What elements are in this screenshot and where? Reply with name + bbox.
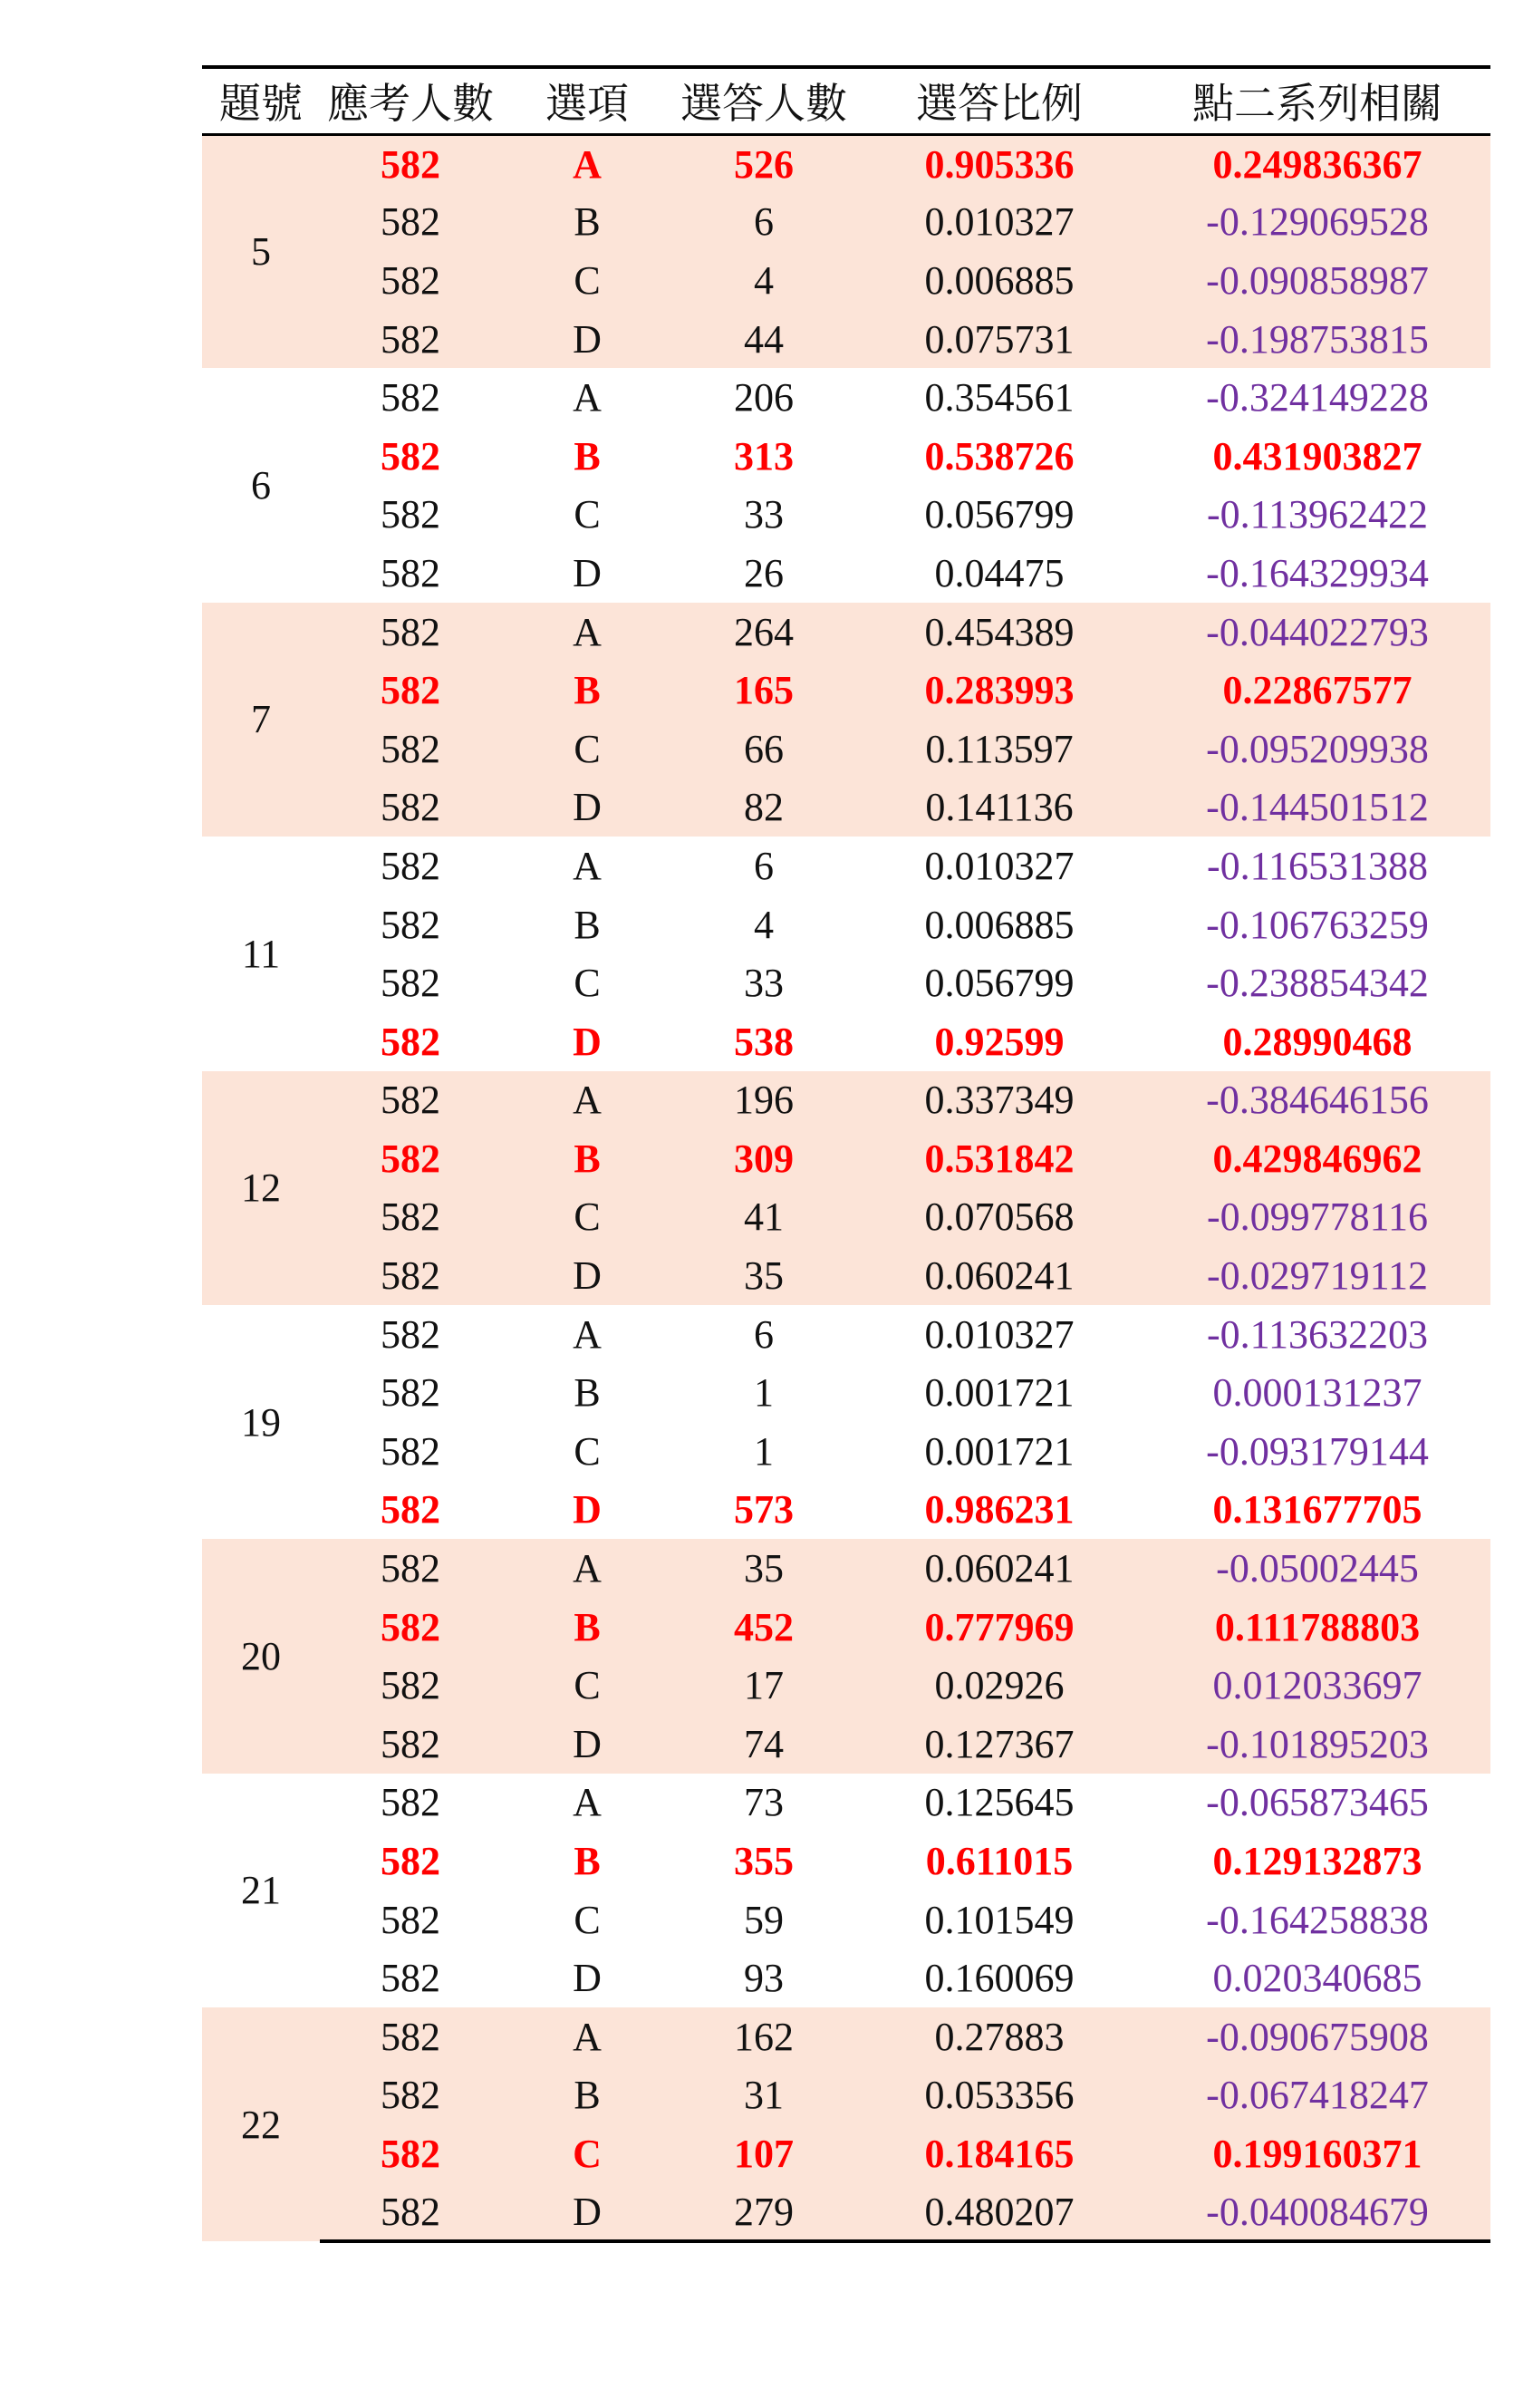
table-row: [202, 895, 1490, 954]
item-analysis-sheet: [202, 65, 1490, 2243]
ratio-cell: 0.02926: [854, 1656, 1144, 1715]
count-cell: 41: [673, 1188, 854, 1247]
option-cell: A: [501, 134, 673, 193]
examinees-cell: 582: [320, 1422, 501, 1481]
count-cell: 313: [673, 427, 854, 486]
question-number: 5: [202, 134, 320, 368]
count-cell: 355: [673, 1832, 854, 1891]
ratio-cell: 0.101549: [854, 1891, 1144, 1949]
point-biserial-cell: 0.431903827: [1144, 427, 1490, 486]
option-cell: D: [501, 1012, 673, 1071]
ratio-cell: 0.160069: [854, 1949, 1144, 2007]
option-cell: A: [501, 1774, 673, 1833]
point-biserial-cell: -0.238854342: [1144, 953, 1490, 1012]
table-row: [202, 1246, 1490, 1305]
point-biserial-cell: -0.198753815: [1144, 310, 1490, 369]
point-biserial-cell: -0.093179144: [1144, 1422, 1490, 1481]
ratio-cell: 0.053356: [854, 2066, 1144, 2125]
count-cell: 73: [673, 1774, 854, 1833]
ratio-cell: 0.337349: [854, 1071, 1144, 1130]
table-row: [202, 1774, 1490, 1833]
question-number: 20: [202, 1539, 320, 1773]
ratio-cell: 0.184165: [854, 2124, 1144, 2183]
table-row: [202, 1481, 1490, 1540]
option-cell: B: [501, 1832, 673, 1891]
examinees-cell: 582: [320, 310, 501, 369]
table-row: [202, 1188, 1490, 1247]
examinees-cell: 582: [320, 1715, 501, 1774]
count-cell: 309: [673, 1129, 854, 1188]
ratio-cell: 0.127367: [854, 1715, 1144, 1774]
count-cell: 526: [673, 134, 854, 193]
option-cell: B: [501, 895, 673, 954]
point-biserial-cell: 0.020340685: [1144, 1949, 1490, 2007]
option-cell: C: [501, 1891, 673, 1949]
point-biserial-cell: 0.28990468: [1144, 1012, 1490, 1071]
header-row: [202, 67, 1490, 134]
question-group: [202, 134, 1490, 368]
question-group: [202, 1774, 1490, 2007]
count-cell: 264: [673, 603, 854, 662]
question-number: 19: [202, 1305, 320, 1539]
examinees-cell: 582: [320, 1246, 501, 1305]
question-number: 12: [202, 1071, 320, 1305]
option-cell: B: [501, 193, 673, 252]
option-cell: C: [501, 2124, 673, 2183]
option-cell: D: [501, 778, 673, 837]
header-count: 選答人數: [673, 67, 854, 134]
option-cell: C: [501, 1656, 673, 1715]
examinees-cell: 582: [320, 1071, 501, 1130]
item-analysis-table: [202, 65, 1490, 2243]
count-cell: 59: [673, 1891, 854, 1949]
ratio-cell: 0.001721: [854, 1363, 1144, 1422]
ratio-cell: 0.92599: [854, 1012, 1144, 1071]
option-cell: B: [501, 427, 673, 486]
table-row: [202, 837, 1490, 895]
table-row: [202, 427, 1490, 486]
table-row: [202, 1305, 1490, 1364]
point-biserial-cell: 0.000131237: [1144, 1363, 1490, 1422]
examinees-cell: 582: [320, 2066, 501, 2125]
examinees-cell: 582: [320, 2124, 501, 2183]
point-biserial-cell: -0.384646156: [1144, 1071, 1490, 1130]
count-cell: 1: [673, 1363, 854, 1422]
ratio-cell: 0.075731: [854, 310, 1144, 369]
ratio-cell: 0.060241: [854, 1539, 1144, 1598]
examinees-cell: 582: [320, 1656, 501, 1715]
point-biserial-cell: -0.164329934: [1144, 544, 1490, 603]
ratio-cell: 0.905336: [854, 134, 1144, 193]
examinees-cell: 582: [320, 1832, 501, 1891]
table-row: [202, 486, 1490, 545]
option-cell: D: [501, 2183, 673, 2242]
ratio-cell: 0.611015: [854, 1832, 1144, 1891]
option-cell: A: [501, 603, 673, 662]
table-row: [202, 778, 1490, 837]
point-biserial-cell: 0.22867577: [1144, 661, 1490, 720]
point-biserial-cell: -0.090675908: [1144, 2007, 1490, 2066]
table-row: [202, 368, 1490, 427]
examinees-cell: 582: [320, 895, 501, 954]
ratio-cell: 0.27883: [854, 2007, 1144, 2066]
table-header: [202, 67, 1490, 134]
point-biserial-cell: 0.129132873: [1144, 1832, 1490, 1891]
point-biserial-cell: -0.065873465: [1144, 1774, 1490, 1833]
table-row: [202, 661, 1490, 720]
point-biserial-cell: -0.106763259: [1144, 895, 1490, 954]
ratio-cell: 0.480207: [854, 2183, 1144, 2242]
option-cell: A: [501, 1539, 673, 1598]
option-cell: B: [501, 1129, 673, 1188]
examinees-cell: 582: [320, 778, 501, 837]
ratio-cell: 0.006885: [854, 895, 1144, 954]
table-row: [202, 1422, 1490, 1481]
examinees-cell: 582: [320, 1129, 501, 1188]
option-cell: A: [501, 368, 673, 427]
count-cell: 538: [673, 1012, 854, 1071]
point-biserial-cell: -0.029719112: [1144, 1246, 1490, 1305]
point-biserial-cell: 0.429846962: [1144, 1129, 1490, 1188]
count-cell: 6: [673, 837, 854, 895]
option-cell: D: [501, 1481, 673, 1540]
option-cell: B: [501, 661, 673, 720]
point-biserial-cell: 0.012033697: [1144, 1656, 1490, 1715]
table-row: [202, 134, 1490, 193]
header-examinees: 應考人數: [320, 67, 501, 134]
point-biserial-cell: 0.111788803: [1144, 1598, 1490, 1657]
count-cell: 35: [673, 1539, 854, 1598]
header-point-biserial: 點二系列相關: [1144, 67, 1490, 134]
question-group: [202, 1539, 1490, 1773]
option-cell: B: [501, 2066, 673, 2125]
table-row: [202, 2124, 1490, 2183]
table-row: [202, 251, 1490, 310]
option-cell: C: [501, 486, 673, 545]
examinees-cell: 582: [320, 1949, 501, 2007]
point-biserial-cell: -0.040084679: [1144, 2183, 1490, 2242]
count-cell: 452: [673, 1598, 854, 1657]
option-cell: B: [501, 1363, 673, 1422]
table-row: [202, 1949, 1490, 2007]
count-cell: 33: [673, 486, 854, 545]
ratio-cell: 0.010327: [854, 1305, 1144, 1364]
point-biserial-cell: -0.044022793: [1144, 603, 1490, 662]
ratio-cell: 0.454389: [854, 603, 1144, 662]
option-cell: D: [501, 310, 673, 369]
option-cell: C: [501, 1422, 673, 1481]
question-group: [202, 603, 1490, 837]
count-cell: 74: [673, 1715, 854, 1774]
count-cell: 1: [673, 1422, 854, 1481]
question-number: 22: [202, 2007, 320, 2241]
count-cell: 93: [673, 1949, 854, 2007]
ratio-cell: 0.010327: [854, 837, 1144, 895]
count-cell: 33: [673, 953, 854, 1012]
table-row: [202, 1012, 1490, 1071]
question-group: [202, 1071, 1490, 1305]
ratio-cell: 0.113597: [854, 720, 1144, 778]
question-group: [202, 2007, 1490, 2241]
table-row: [202, 1598, 1490, 1657]
count-cell: 206: [673, 368, 854, 427]
examinees-cell: 582: [320, 603, 501, 662]
count-cell: 31: [673, 2066, 854, 2125]
examinees-cell: 582: [320, 134, 501, 193]
examinees-cell: 582: [320, 720, 501, 778]
table-row: [202, 1129, 1490, 1188]
count-cell: 165: [673, 661, 854, 720]
point-biserial-cell: -0.129069528: [1144, 193, 1490, 252]
point-biserial-cell: 0.131677705: [1144, 1481, 1490, 1540]
examinees-cell: 582: [320, 486, 501, 545]
table-row: [202, 1715, 1490, 1774]
option-cell: C: [501, 720, 673, 778]
ratio-cell: 0.001721: [854, 1422, 1144, 1481]
point-biserial-cell: -0.144501512: [1144, 778, 1490, 837]
ratio-cell: 0.010327: [854, 193, 1144, 252]
examinees-cell: 582: [320, 1481, 501, 1540]
point-biserial-cell: -0.05002445: [1144, 1539, 1490, 1598]
point-biserial-cell: -0.113962422: [1144, 486, 1490, 545]
ratio-cell: 0.056799: [854, 486, 1144, 545]
question-group: [202, 368, 1490, 602]
option-cell: C: [501, 1188, 673, 1247]
point-biserial-cell: -0.116531388: [1144, 837, 1490, 895]
option-cell: D: [501, 544, 673, 603]
examinees-cell: 582: [320, 953, 501, 1012]
count-cell: 82: [673, 778, 854, 837]
point-biserial-cell: 0.199160371: [1144, 2124, 1490, 2183]
table-row: [202, 193, 1490, 252]
count-cell: 4: [673, 251, 854, 310]
point-biserial-cell: -0.099778116: [1144, 1188, 1490, 1247]
table-row: [202, 1071, 1490, 1130]
option-cell: D: [501, 1715, 673, 1774]
header-question: 題號: [202, 67, 320, 134]
examinees-cell: 582: [320, 368, 501, 427]
examinees-cell: 582: [320, 1891, 501, 1949]
header-option: 選項: [501, 67, 673, 134]
count-cell: 6: [673, 193, 854, 252]
ratio-cell: 0.538726: [854, 427, 1144, 486]
table-row: [202, 1539, 1490, 1598]
examinees-cell: 582: [320, 251, 501, 310]
option-cell: C: [501, 251, 673, 310]
ratio-cell: 0.125645: [854, 1774, 1144, 1833]
table-row: [202, 1832, 1490, 1891]
option-cell: A: [501, 837, 673, 895]
table-row: [202, 720, 1490, 778]
ratio-cell: 0.006885: [854, 251, 1144, 310]
question-number: 7: [202, 603, 320, 837]
examinees-cell: 582: [320, 2007, 501, 2066]
option-cell: C: [501, 953, 673, 1012]
ratio-cell: 0.056799: [854, 953, 1144, 1012]
ratio-cell: 0.531842: [854, 1129, 1144, 1188]
count-cell: 573: [673, 1481, 854, 1540]
option-cell: D: [501, 1246, 673, 1305]
table-row: [202, 544, 1490, 603]
examinees-cell: 582: [320, 2183, 501, 2242]
count-cell: 107: [673, 2124, 854, 2183]
examinees-cell: 582: [320, 1774, 501, 1833]
table-row: [202, 2183, 1490, 2242]
question-number: 11: [202, 837, 320, 1070]
examinees-cell: 582: [320, 661, 501, 720]
point-biserial-cell: -0.101895203: [1144, 1715, 1490, 1774]
option-cell: A: [501, 2007, 673, 2066]
point-biserial-cell: 0.249836367: [1144, 134, 1490, 193]
option-cell: D: [501, 1949, 673, 2007]
count-cell: 17: [673, 1656, 854, 1715]
point-biserial-cell: -0.090858987: [1144, 251, 1490, 310]
ratio-cell: 0.354561: [854, 368, 1144, 427]
ratio-cell: 0.04475: [854, 544, 1144, 603]
examinees-cell: 582: [320, 544, 501, 603]
examinees-cell: 582: [320, 193, 501, 252]
table-row: [202, 1363, 1490, 1422]
count-cell: 44: [673, 310, 854, 369]
count-cell: 162: [673, 2007, 854, 2066]
question-group: [202, 837, 1490, 1070]
option-cell: A: [501, 1071, 673, 1130]
count-cell: 26: [673, 544, 854, 603]
examinees-cell: 582: [320, 427, 501, 486]
question-group: [202, 1305, 1490, 1539]
examinees-cell: 582: [320, 837, 501, 895]
ratio-cell: 0.070568: [854, 1188, 1144, 1247]
table-row: [202, 1891, 1490, 1949]
count-cell: 66: [673, 720, 854, 778]
point-biserial-cell: -0.324149228: [1144, 368, 1490, 427]
examinees-cell: 582: [320, 1539, 501, 1598]
table-row: [202, 1656, 1490, 1715]
point-biserial-cell: -0.095209938: [1144, 720, 1490, 778]
examinees-cell: 582: [320, 1305, 501, 1364]
table-row: [202, 953, 1490, 1012]
ratio-cell: 0.060241: [854, 1246, 1144, 1305]
point-biserial-cell: -0.164258838: [1144, 1891, 1490, 1949]
table-row: [202, 2066, 1490, 2125]
ratio-cell: 0.283993: [854, 661, 1144, 720]
count-cell: 4: [673, 895, 854, 954]
count-cell: 279: [673, 2183, 854, 2242]
examinees-cell: 582: [320, 1012, 501, 1071]
ratio-cell: 0.141136: [854, 778, 1144, 837]
table-row: [202, 310, 1490, 369]
ratio-cell: 0.986231: [854, 1481, 1144, 1540]
question-number: 21: [202, 1774, 320, 2007]
header-ratio: 選答比例: [854, 67, 1144, 134]
examinees-cell: 582: [320, 1598, 501, 1657]
point-biserial-cell: -0.113632203: [1144, 1305, 1490, 1364]
count-cell: 6: [673, 1305, 854, 1364]
examinees-cell: 582: [320, 1363, 501, 1422]
point-biserial-cell: -0.067418247: [1144, 2066, 1490, 2125]
count-cell: 35: [673, 1246, 854, 1305]
examinees-cell: 582: [320, 1188, 501, 1247]
ratio-cell: 0.777969: [854, 1598, 1144, 1657]
table-row: [202, 603, 1490, 662]
option-cell: A: [501, 1305, 673, 1364]
option-cell: B: [501, 1598, 673, 1657]
question-number: 6: [202, 368, 320, 602]
table-row: [202, 2007, 1490, 2066]
count-cell: 196: [673, 1071, 854, 1130]
